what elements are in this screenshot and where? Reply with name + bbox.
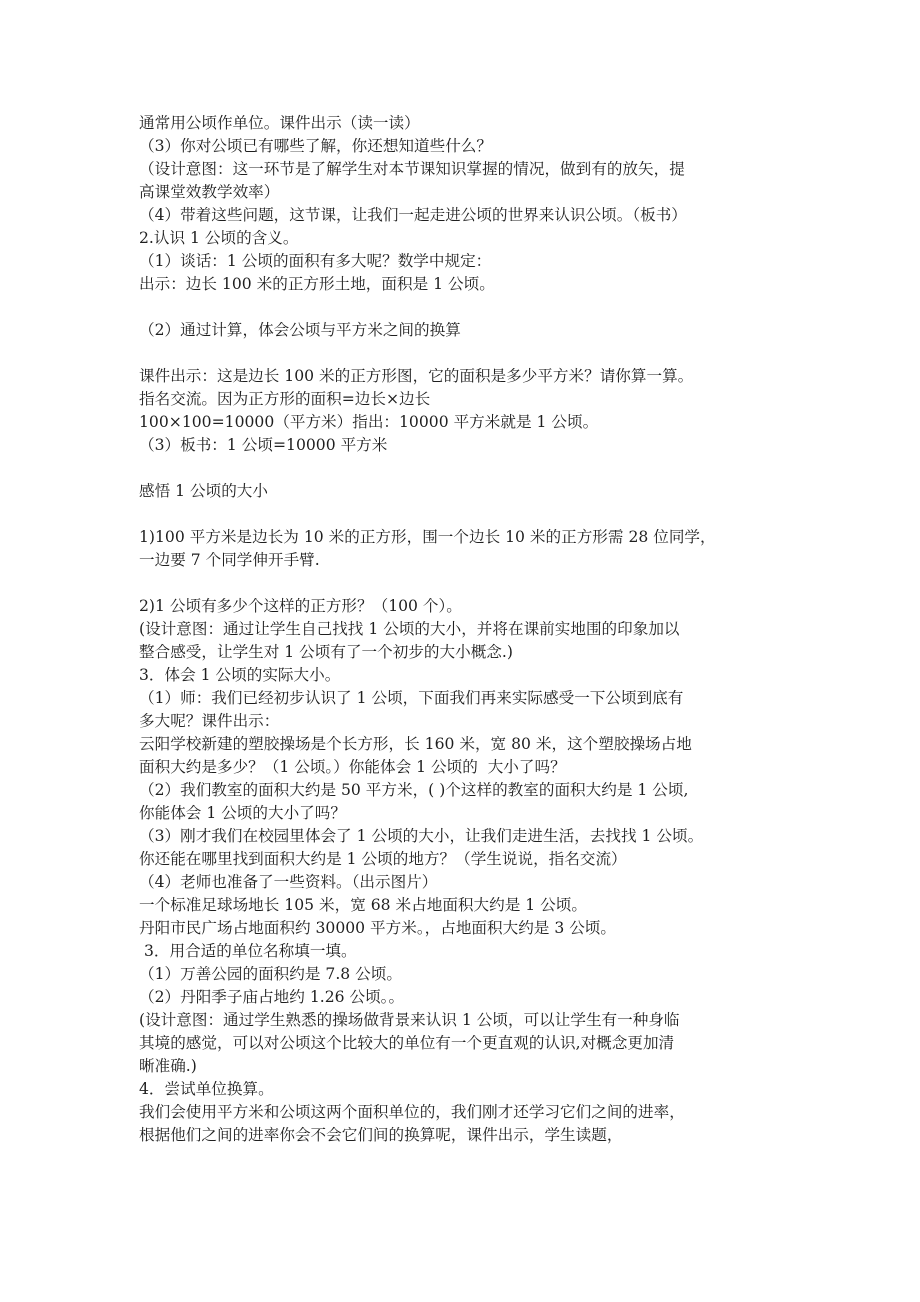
text-line: 丹阳市民广场占地面积约 30000 平方米。，占地面积大约是 3 公顷。 [139, 919, 616, 937]
text-line: 2.认识 1 公顷的含义。 [139, 229, 299, 247]
text-line: （4）带着这些问题，这节课，让我们一起走进公顷的世界来认识公顷。（板书） [139, 206, 687, 224]
text-line: 3．用合适的单位名称填一填。 [139, 942, 357, 960]
text-line: 根据他们之间的进率你会不会它们间的换算呢，课件出示，学生读题， [139, 1126, 623, 1144]
text-line: （1）万善公园的面积约是 7.8 公顷。 [139, 965, 402, 983]
blank-line [139, 296, 789, 319]
text-line: （3）你对公顷已有哪些了解，你还想知道些什么？ [139, 137, 492, 155]
text-line: （2）通过计算，体会公顷与平方米之间的换算 [139, 321, 461, 339]
text-line: 其境的感觉，可以对公顷这个比较大的单位有一个更直观的认识,对概念更加清 [139, 1034, 675, 1052]
text-line: 高课堂效教学效率） [139, 183, 280, 201]
text-line: 云阳学校新建的塑胶操场是个长方形，长 160 米，宽 80 米，这个塑胶操场占地 [139, 735, 692, 753]
text-line: （1）师：我们已经初步认识了 1 公顷，下面我们再来实际感受一下公顷到底有 [139, 689, 684, 707]
text-line: 一个标准足球场地长 105 米，宽 68 米占地面积大约是 1 公顷。 [139, 896, 587, 914]
text-line: 100×100=10000（平方米）指出：10000 平方米就是 1 公顷。 [139, 413, 599, 431]
section-heading: 感悟 1 公顷的大小 [139, 482, 268, 500]
text-line: 面积大约是多少？（1 公顷。）你能体会 1 公顷的 大小了吗？ [139, 758, 566, 776]
text-line: 你能体会 1 公顷的大小了吗？ [139, 804, 346, 822]
text-line: （4）老师也准备了一些资料。（出示图片） [139, 873, 438, 891]
blank-line [139, 572, 789, 595]
text-line: 4．尝试单位换算。 [139, 1080, 274, 1098]
text-line: 1)100 平方米是边长为 10 米的正方形，围一个边长 10 米的正方形需 28 位同学， [139, 528, 716, 546]
text-line: （3）板书：1 公顷=10000 平方米 [139, 436, 388, 454]
text-line: （1）谈话：1 公顷的面积有多大呢？数学中规定： [139, 252, 492, 270]
text-line: 多大呢？课件出示： [139, 712, 280, 730]
text-line: 指名交流。因为正方形的面积=边长×边长 [139, 390, 431, 408]
text-line: 通常用公顷作单位。课件出示（读一读） [139, 114, 420, 132]
text-line: 整合感受，让学生对 1 公顷有了一个初步的大小概念.) [139, 643, 513, 661]
text-line: （2）我们教室的面积大约是 50 平方米，( )个这样的教室的面积大约是 1 公顷, [139, 781, 689, 799]
text-line: 晰准确.) [139, 1057, 197, 1075]
blank-line [139, 503, 789, 526]
blank-line [139, 342, 789, 365]
text-line: 一边要 7 个同学伸开手臂. [139, 551, 320, 569]
text-line: 课件出示：这是边长 100 米的正方形图，它的面积是多少平方米？请你算一算。 [139, 367, 694, 385]
text-line: 你还能在哪里找到面积大约是 1 公顷的地方？（学生说说，指名交流） [139, 850, 627, 868]
document-body [139, 112, 789, 1147]
text-line: (设计意图：通过学生熟悉的操场做背景来认识 1 公顷，可以让学生有一种身临 [139, 1011, 680, 1029]
text-line: （2）丹阳季子庙占地约 1.26 公顷。。 [139, 988, 405, 1006]
text-line: （设计意图：这一环节是了解学生对本节课知识掌握的情况，做到有的放矢，提 [139, 160, 685, 178]
text-line: (设计意图：通过让学生自己找找 1 公顷的大小，并将在课前实地围的印象加以 [139, 620, 680, 638]
text-line: 2)1 公顷有多少个这样的正方形？（100 个）。 [139, 597, 462, 615]
text-line: 我们会使用平方米和公顷这两个面积单位的，我们刚才还学习它们之间的进率， [139, 1103, 685, 1121]
text-line: 3．体会 1 公顷的实际大小。 [139, 666, 341, 684]
text-line: 出示：边长 100 米的正方形土地，面积是 1 公顷。 [139, 275, 495, 293]
text-line: （3）刚才我们在校园里体会了 1 公顷的大小，让我们走进生活，去找找 1 公顷。 [139, 827, 704, 845]
blank-line [139, 457, 789, 480]
